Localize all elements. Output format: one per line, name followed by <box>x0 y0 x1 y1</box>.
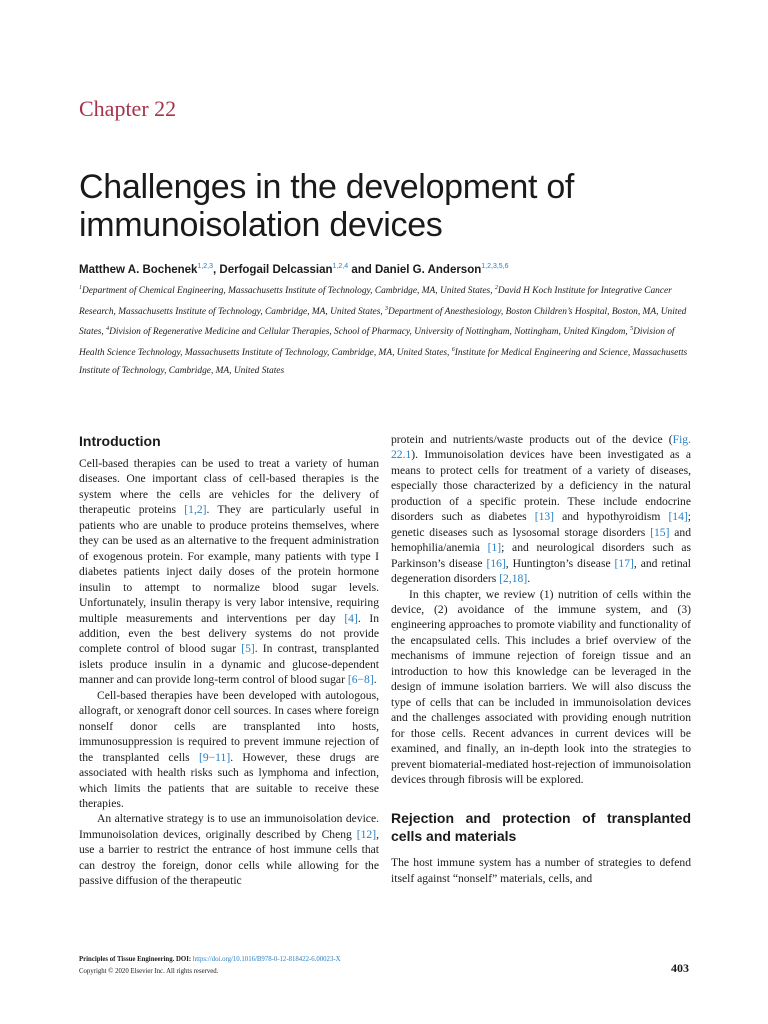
page-footer <box>79 954 341 978</box>
affiliation-text: David H Koch Institute for Integrative Cancer Research, Massachusetts Institute of Technology, Cambridge, MA, United States, <box>79 286 672 317</box>
left-column <box>79 432 379 889</box>
author-affiliation-marks[interactable]: 1,2,4 <box>332 263 349 270</box>
body-paragraph <box>391 432 691 587</box>
page-number: 403 <box>671 961 689 975</box>
citation-link[interactable]: [4] <box>344 611 358 625</box>
affiliation-number: 3 <box>385 305 389 312</box>
author-name: Matthew A. Bochenek <box>79 263 198 276</box>
body-text: . <box>527 572 531 586</box>
affiliation-number: 6 <box>451 346 455 353</box>
intro-paragraph <box>79 688 379 812</box>
affiliation-number: 1 <box>79 285 82 291</box>
author-affiliation-marks[interactable]: 1,2,3,5,6 <box>481 263 509 270</box>
author-affiliation-marks[interactable]: 1,2,3 <box>197 263 214 270</box>
affiliation-number: 2 <box>494 285 498 291</box>
body-text: . However, these drugs are associated with health risks such as lymphoma and infection, which limits the patients that are suitable to receive these therapies. <box>79 750 379 810</box>
body-paragraph: The host immune system has a number of strategies to defend itself against “nonself” materials, cells, and <box>391 856 691 885</box>
citation-link[interactable]: [14] <box>668 510 688 524</box>
book-title: Principles of Tissue Engineering. <box>79 956 175 963</box>
body-text: . <box>373 673 377 687</box>
citation-link[interactable]: [5] <box>241 642 255 656</box>
citation-link[interactable]: [1] <box>487 541 502 555</box>
intro-paragraph <box>79 811 379 888</box>
body-text: ; and neurological disorders such as Parkinson’s disease <box>391 541 691 570</box>
citation-line <box>79 954 341 966</box>
body-text: , Huntington’s disease <box>505 556 615 570</box>
author-separator: , <box>213 263 220 276</box>
affiliations <box>79 280 691 380</box>
affiliation-text: Division of Health Science Technology, Massachusetts Institute of Technology, Cambridge, MA, United States, <box>79 327 675 358</box>
affiliation-text: Division of Regenerative Medicine and Cellular Therapies, School of Pharmacy, University of Nottingham, Nottingham, United Kingdom, <box>109 327 631 338</box>
rejection-heading: Rejection and protection of transplanted cells and materials <box>391 810 691 845</box>
affiliation-number: 4 <box>106 326 110 333</box>
citation-link[interactable]: [9−11] <box>198 750 231 764</box>
body-text: ; genetic diseases such as lysosomal storage disorders <box>391 510 691 539</box>
citation-link[interactable]: [17] <box>614 556 634 570</box>
body-text: Cell-based therapies can be used to treat a variety of human diseases. One important class of cell-based therapies is the system where the cells are vehicles for the delivery of therapeutic proteins <box>79 457 379 517</box>
body-text: . In addition, even the best delivery systems do not provide complete control of blood sugar <box>79 611 379 656</box>
citation-link[interactable]: [6−8] <box>347 673 374 687</box>
citation-link[interactable]: [2,18] <box>499 572 528 586</box>
affiliation-text: Department of Anesthesiology, Boston Children’s Hospital, Boston, MA, United States, <box>79 306 687 338</box>
body-text: Cell-based therapies have been developed with autologous, allograft, or xenograft donor cell sources. In cases where foreign nonself donor cells are transplanted into hosts, immunosuppression is required to prevent immune rejection of the transplanted cells <box>79 688 379 764</box>
chapter-label: Chapter 22 <box>79 96 177 121</box>
body-text: , use a barrier to restrict the entrance of host immune cells that can destroy the foreign, donor cells while allowing for the passive diffusion of the therapeutic <box>79 827 379 888</box>
figure-link[interactable]: Fig. 22.1 <box>391 433 691 462</box>
introduction-heading: Introduction <box>79 433 161 449</box>
chapter-title: Challenges in the development of immunoisolation devices <box>79 168 575 244</box>
right-column <box>391 432 691 886</box>
affiliation-text: Institute for Medical Engineering and Science, Massachusetts Institute of Technology, Cambridge, MA, United States <box>79 348 688 376</box>
body-text: An alternative strategy is to use an immunoisolation device. Immunoisolation devices, originally described by Cheng <box>79 812 379 841</box>
body-text: . They are particularly useful in patients who are unable to produce proteins themselves, where they can be used as an alternative to the frequent administration of exogenous protein. For example, many patients with type I diabetes patients inject daily doses of the protein hormone insulin to attempt to normalize blood sugar levels. Unfortunately, insulin therapy is very labor intensive, requiring multiple measurements and interventions per day <box>79 503 379 625</box>
body-text: ). Immunoisolation devices have been investigated as a means to protect cells for treatment of a variety of diseases, especially those characterized by a deficiency in the natural production of a specific protein. These include endocrine disorders such as diabetes <box>391 448 691 524</box>
body-text: , and retinal degeneration disorders <box>391 556 691 586</box>
body-paragraph: In this chapter, we review (1) nutrition of cells within the device, (2) avoidance of the immune system, and (3) engineering approaches to promote viability and functionality of the encapsulated cells. This includes a brief overview of the mechanisms of immune rejection of foreign tissue and an introduction to how this knowledge can be leveraged in the design of immune isolation barriers. We will also discuss the type of cells that can be included in immunoisolation devices and the challenges associated with providing enough nutrition for those cells. Recent advances in current devices will be examined, and finally, an in-depth look into the strategies to prevent biomaterial-mediated host-rejection of immunoisolation devices through fibrosis will be explored. <box>391 587 691 786</box>
doi-label: DOI: <box>174 956 193 963</box>
doi-link[interactable]: https://doi.org/10.1016/B978-0-12-818422-6.00023-X <box>192 956 341 963</box>
author-name: Derfogail Delcassian <box>219 263 333 276</box>
intro-paragraph <box>79 456 379 688</box>
affiliation-number: 5 <box>630 326 634 333</box>
citation-link[interactable]: [15] <box>650 525 670 539</box>
citation-link[interactable]: [1,2] <box>184 503 207 517</box>
body-text: . In contrast, transplanted islets produce insulin in a dynamic and glucose-dependent manner and can provide long-term control of blood sugar <box>79 642 379 687</box>
citation-link[interactable]: [13] <box>534 510 555 524</box>
author-list <box>79 263 699 276</box>
copyright-notice: Copyright © 2020 Elsevier Inc. All rights reserved. <box>79 968 219 975</box>
author-name: Daniel G. Anderson <box>374 263 482 276</box>
body-text: and hypothyroidism <box>554 510 669 524</box>
author-separator: and <box>348 263 375 276</box>
citation-link[interactable]: [16] <box>486 556 506 570</box>
body-text: and hemophilia/anemia <box>391 525 691 555</box>
citation-link[interactable]: [12] <box>356 827 377 841</box>
body-text: protein and nutrients/waste products out of the device ( <box>391 433 673 446</box>
affiliation-text: Department of Chemical Engineering, Massachusetts Institute of Technology, Cambridge, MA, United States, <box>82 286 495 297</box>
